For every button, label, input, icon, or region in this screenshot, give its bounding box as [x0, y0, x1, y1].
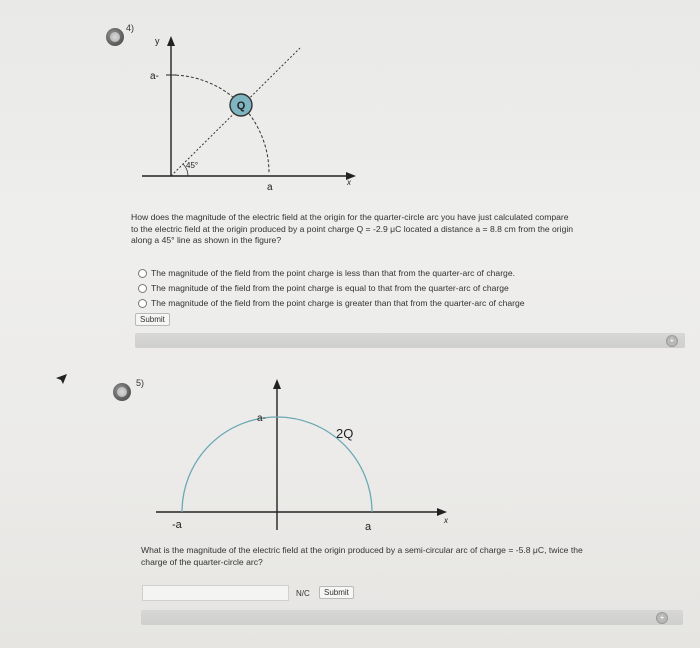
q5-status-icon [113, 383, 131, 401]
q4-question [131, 212, 573, 247]
q4-a-label: a- [150, 71, 159, 82]
q5-a-label: a- [257, 413, 266, 424]
q4-hint-bar[interactable] [135, 333, 685, 348]
q4-x-tick-label: a [267, 182, 273, 193]
q5-charge-label: 2Q [336, 426, 354, 441]
q4-option-equal[interactable] [138, 283, 509, 293]
q4-option-greater-radio[interactable] [138, 299, 147, 308]
q4-option-equal-label: The magnitude of the field from the point charge is equal to that from the quarter-arc of charge [151, 283, 509, 293]
q4-y-label: y [155, 36, 160, 46]
mouse-cursor-icon [55, 373, 69, 385]
q4-x-label: x [347, 178, 351, 187]
q5-pos-a-label: a [365, 521, 372, 533]
q4-option-less[interactable] [138, 268, 515, 278]
q4-submit-button[interactable]: Submit [135, 313, 170, 326]
q5-question-line: charge of the quarter-circle arc? [141, 556, 263, 567]
q4-y-arrow [167, 36, 175, 46]
q5-hint-bar[interactable] [141, 610, 683, 625]
q4-option-equal-radio[interactable] [138, 284, 147, 293]
q5-x-label: x [444, 516, 448, 525]
q4-option-less-label: The magnitude of the field from the point charge is less than that from the quarter-arc of charge. [151, 268, 515, 278]
q4-status-icon [106, 28, 124, 46]
q5-y-arrow [273, 379, 281, 389]
q5-unit-label: N/C [296, 589, 310, 598]
q4-charge-label: Q [236, 100, 246, 112]
q4-option-less-radio[interactable] [138, 269, 147, 278]
q5-answer-input[interactable] [142, 585, 289, 601]
q4-expand-icon[interactable]: + [666, 335, 678, 347]
q4-question-line: How does the magnitude of the electric field at the origin for the quarter-circle arc you have just calculated compare [131, 212, 569, 222]
q4-option-greater-label: The magnitude of the field from the point charge is greater than that from the quarter-arc of charge [151, 298, 525, 308]
q4-option-greater[interactable] [138, 298, 525, 308]
q4-question-line: along a 45° line as shown in the figure? [131, 235, 282, 245]
q4-number: 4) [126, 23, 135, 33]
q4-angle-label: 45° [186, 161, 199, 170]
q4-figure [130, 30, 370, 200]
q5-x-arrow [437, 508, 447, 516]
q5-submit-button[interactable]: Submit [319, 586, 354, 599]
q5-neg-a-label: -a [172, 519, 182, 531]
q5-figure [140, 375, 460, 545]
q5-question-line: What is the magnitude of the electric field at the origin produced by a semi-circular arc of charge = -5.8 μC, twice the [141, 545, 583, 555]
q5-expand-icon[interactable]: + [656, 612, 668, 624]
q5-question [141, 545, 583, 568]
q4-quarter-arc [171, 75, 269, 173]
q4-question-line: to the electric field at the origin produced by a point charge Q = -2.9 μC located a distance a = 8.8 cm from the origin [131, 223, 574, 234]
q5-number: 5) [136, 378, 145, 388]
